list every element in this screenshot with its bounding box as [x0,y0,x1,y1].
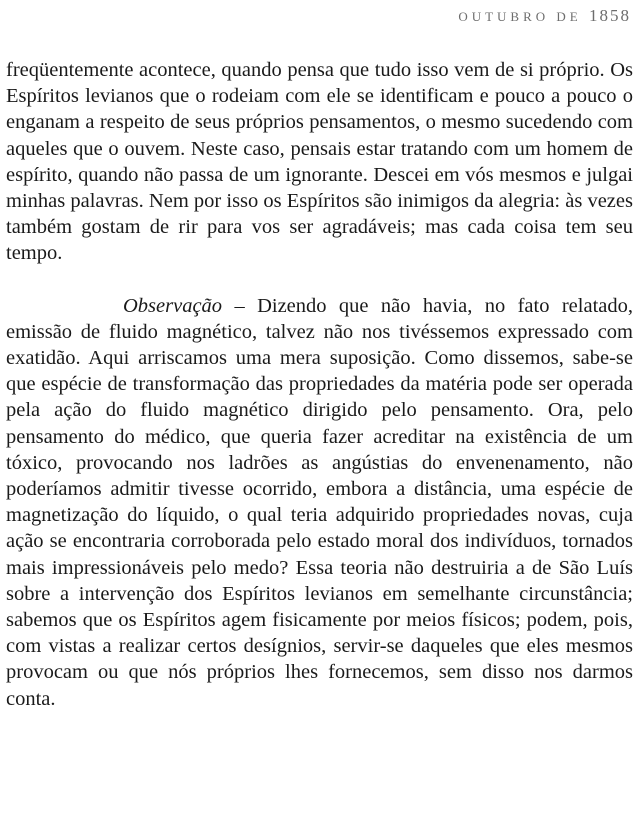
paragraph-1: freqüentemente acontece, quando pensa que tudo isso vem de si próprio. Os Espíritos levianos que o rodeiam com ele se identificam e pouco a pouco o enganam a respeito de seus próprios pensamentos, o mesmo sucedendo com aqueles que o ouvem. Neste caso, pensais estar tratando com um homem de espírito, quando não passa de um ignorante. Descei em vós mesmos e julgai minhas palavras. Nem por isso os Espíritos são inimigos da alegria: às vezes também gostam de rir para vos ser agradáveis; mas cada coisa tem seu tempo. [6,59,633,265]
page-body [6,57,633,712]
paragraph-2 [6,293,633,712]
header-month: OUTUBRO DE [458,9,582,24]
running-header [458,6,631,26]
observation-label: Observação [123,294,223,317]
header-year: 1858 [589,6,631,25]
paragraph-2-text: – Dizendo que não havia, no fato relatado, emissão de fluido magnético, talvez não nos tivéssemos expressado com exatidão. Aqui arriscamos uma mera suposição. Como dissemos, sabe-se que espécie de transformação das propriedades da matéria pode ser operada pela ação do fluido magnético dirigido pelo pensamento. Ora, pelo pensamento do médico, que queria fazer acreditar na existência de um tóxico, provocando nos ladrões as angústias do envenenamento, não poderíamos admitir tivesse ocorrido, embora a distância, uma espécie de magnetização do líquido, o qual teria adquirido propriedades novas, cuja ação se encontraria corroborada pelo estado moral dos indivíduos, tornados mais impressionáveis pelo medo? Essa teoria não destruiria a de São Luís sobre a intervenção dos Espíritos levianos em semelhante circunstância; sabemos que os Espíritos agem fisicamente por meios físicos; podem, pois, com vistas a realizar certos desígnios, servir-se daqueles que eles mesmos provocam ou que nós próprios lhes fornecemos, sem disso nos darmos conta. [6,294,633,710]
